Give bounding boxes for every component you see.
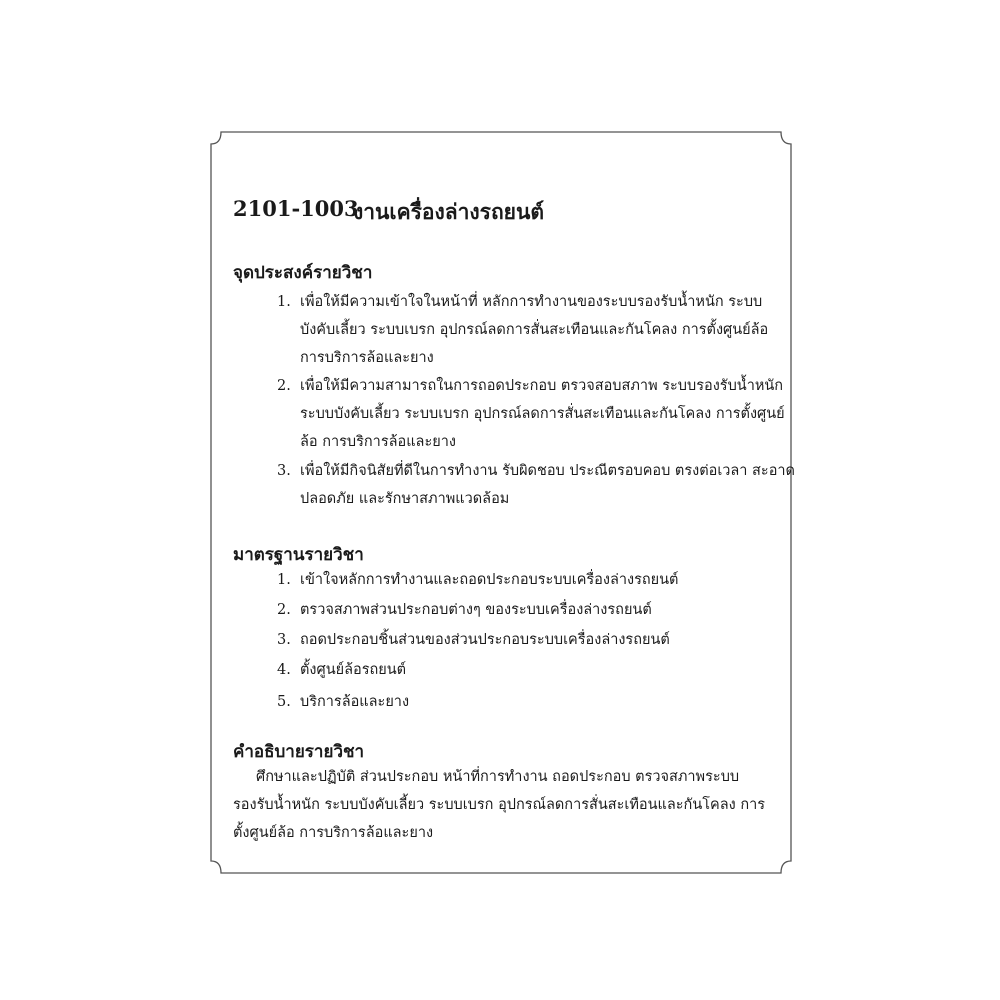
standard-item-5 xyxy=(277,688,797,716)
standard-text: ตรวจสภาพส่วนประกอบต่างๆ ของระบบเครื่องล่างรถยนต์ xyxy=(300,602,652,618)
objective-text: เพื่อให้มีกิจนิสัยที่ดีในการทำงาน รับผิดชอบ ประณีตรอบคอบ ตรงต่อเวลา สะอาด ปลอดภัย และรักษาสภาพแวดล้อม xyxy=(300,463,795,507)
objective-number: 2. xyxy=(277,378,291,394)
standard-item-3 xyxy=(277,626,797,654)
standard-number: 3. xyxy=(277,632,291,648)
course-code: 2101-1003 xyxy=(233,196,359,221)
objective-text: เพื่อให้มีความเข้าใจในหน้าที่ หลักการทำงานของระบบรองรับน้ำหนัก ระบบบังคับเลี้ยว ระบบเบรก อุปกรณ์ลดการสั่นสะเทือนและกันโคลง การตั้งศูนย์ล้อ การบริการล้อและยาง xyxy=(300,294,769,366)
standards-title: มาตรฐานรายวิชา xyxy=(233,545,364,565)
standard-item-1 xyxy=(277,566,797,594)
course-name: งานเครื่องล่างรถยนต์ xyxy=(353,199,544,224)
standard-text: เข้าใจหลักการทำงานและถอดประกอบระบบเครื่องล่างรถยนต์ xyxy=(300,572,679,588)
objective-item-3 xyxy=(277,457,797,513)
standard-item-2 xyxy=(277,596,797,624)
objective-item-1 xyxy=(277,288,797,372)
objective-number: 3. xyxy=(277,463,291,479)
description-text: ศึกษาและปฏิบัติ ส่วนประกอบ หน้าที่การทำงาน ถอดประกอบ ตรวจสภาพระบบรองรับน้ำหนัก ระบบบังคับเลี้ยว ระบบเบรก อุปกรณ์ลดการสั่นสะเทือนและกันโคลง การตั้งศูนย์ล้อ การบริการล้อและยาง xyxy=(233,769,766,841)
standard-number: 2. xyxy=(277,602,291,618)
standard-text: ถอดประกอบชิ้นส่วนของส่วนประกอบระบบเครื่องล่างรถยนต์ xyxy=(300,632,670,648)
standard-number: 5. xyxy=(277,694,291,710)
standard-number: 4. xyxy=(277,662,291,678)
standard-text: บริการล้อและยาง xyxy=(300,694,410,710)
standard-number: 1. xyxy=(277,572,291,588)
standard-item-4 xyxy=(277,656,797,684)
objective-text: เพื่อให้มีความสามารถในการถอดประกอบ ตรวจสอบสภาพ ระบบรองรับน้ำหนัก ระบบบังคับเลี้ยว ระบบเบรก อุปกรณ์ลดการสั่นสะเทือนและกันโคลง การตั้งศูนย์ล้อ การบริการล้อและยาง xyxy=(300,378,785,450)
objective-number: 1. xyxy=(277,294,291,310)
standard-text: ตั้งศูนย์ล้อรถยนต์ xyxy=(300,662,407,678)
objective-item-2 xyxy=(277,372,797,456)
objectives-title: จุดประสงค์รายวิชา xyxy=(233,263,373,283)
description-title: คำอธิบายรายวิชา xyxy=(233,742,365,762)
